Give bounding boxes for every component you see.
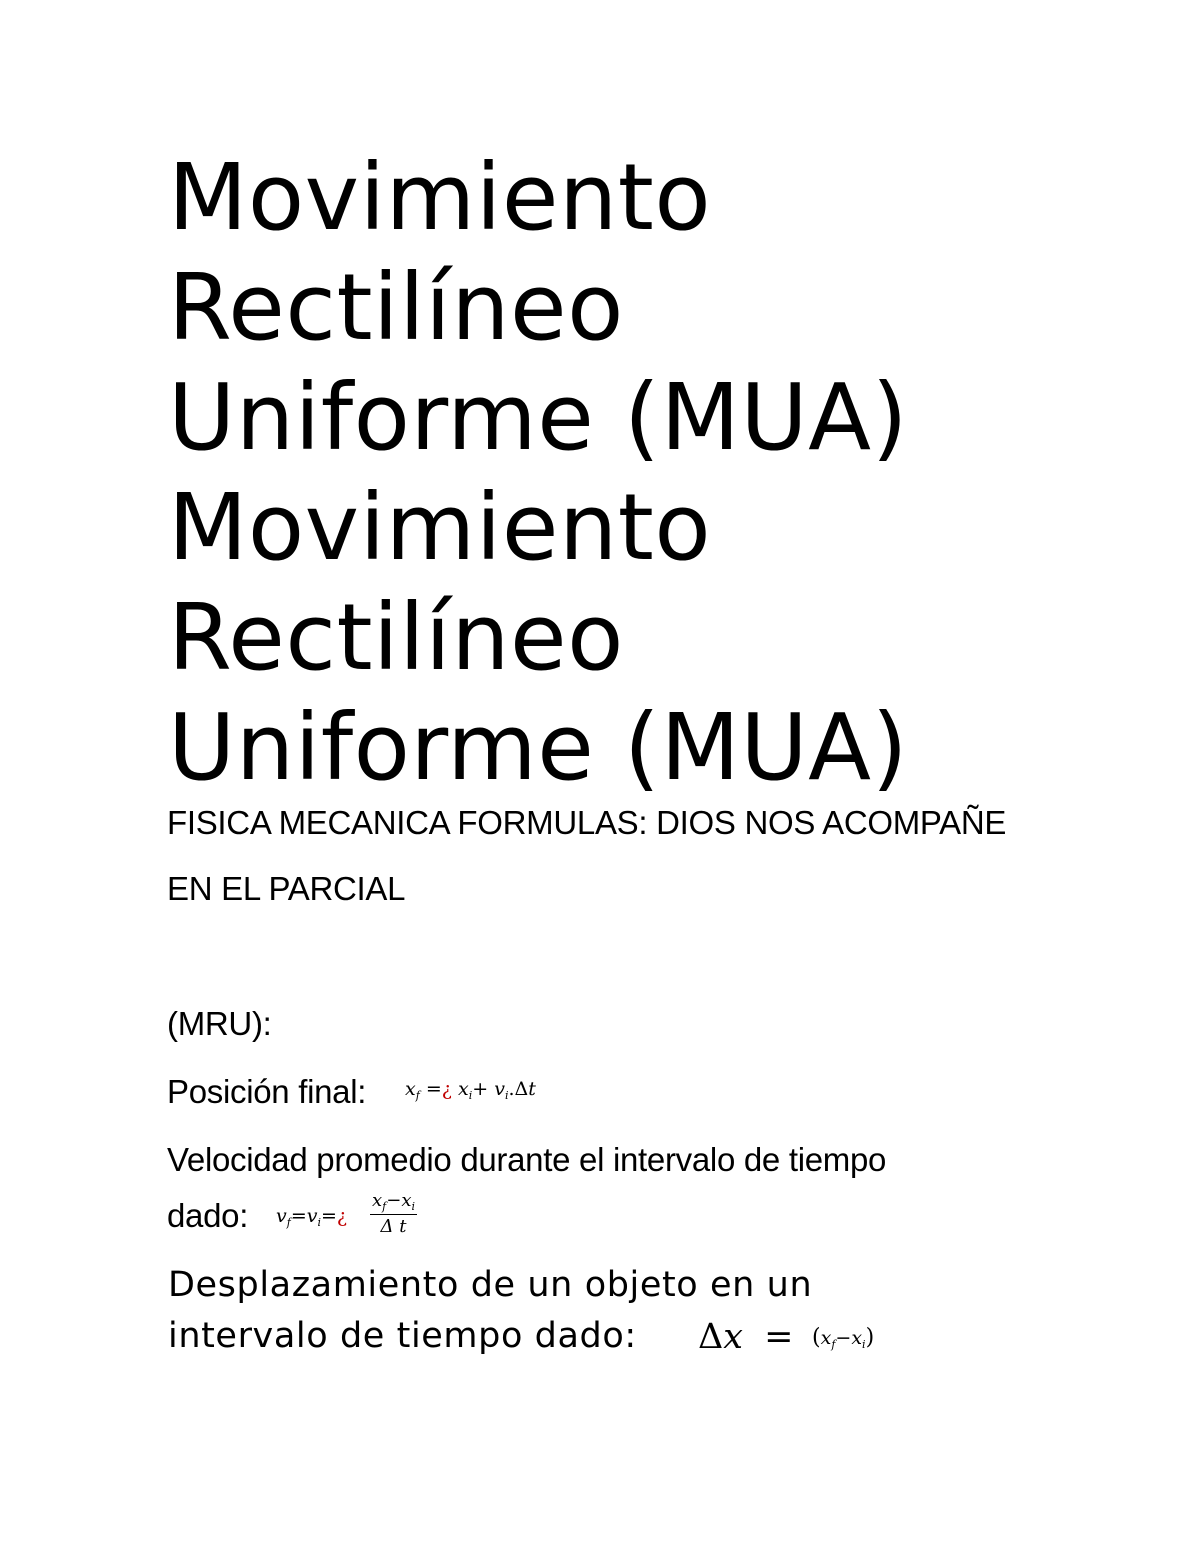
desplazamiento-line-2: intervalo de tiempo dado: bbox=[168, 1316, 637, 1356]
velocidad-label: dado: bbox=[167, 1197, 249, 1234]
title-line-2: Rectilíneo bbox=[168, 254, 624, 361]
paren-close: ) bbox=[865, 1325, 875, 1350]
var-v: v bbox=[494, 1078, 505, 1100]
posicion-final-label: Posición final: bbox=[167, 1073, 367, 1110]
paren-open: ( bbox=[812, 1325, 821, 1350]
sub-f: f bbox=[831, 1338, 836, 1351]
fraction-denominator: Δ t bbox=[380, 1216, 407, 1237]
equals-sign: = bbox=[764, 1317, 794, 1357]
velocidad-fraction bbox=[370, 1190, 417, 1237]
sub-f: f bbox=[415, 1089, 420, 1102]
section-label-mru: (MRU): bbox=[167, 1005, 272, 1042]
equals-sign: = bbox=[425, 1078, 442, 1100]
sub-i: i bbox=[504, 1089, 509, 1102]
fraction-numerator bbox=[370, 1190, 417, 1215]
var-x: x bbox=[401, 1190, 412, 1211]
sub-i: i bbox=[411, 1200, 416, 1213]
error-glyph: ¿ bbox=[336, 1205, 348, 1227]
delta-x-equation bbox=[698, 1317, 794, 1357]
minus-sign: − bbox=[386, 1190, 402, 1211]
velocidad-line-1: Velocidad promedio durante el intervalo de tiempo bbox=[167, 1141, 887, 1178]
velocidad-formula-lhs bbox=[276, 1205, 347, 1229]
title-line-1: Movimiento bbox=[168, 144, 712, 251]
subtitle-line-2: EN EL PARCIAL bbox=[167, 870, 406, 907]
sub-f: f bbox=[286, 1216, 291, 1229]
sub-i: i bbox=[317, 1216, 321, 1229]
equals-sign: = bbox=[321, 1205, 337, 1227]
title-line-4: Movimiento bbox=[168, 474, 712, 581]
sub-i: i bbox=[468, 1089, 473, 1102]
delta-symbol: Δ bbox=[698, 1317, 724, 1357]
delta-x-rhs bbox=[812, 1325, 874, 1351]
equals-sign: = bbox=[290, 1205, 307, 1227]
error-glyph: ¿ bbox=[441, 1078, 452, 1100]
var-v: v bbox=[306, 1205, 318, 1227]
var-x: x bbox=[723, 1317, 744, 1357]
var-v: v bbox=[276, 1205, 287, 1227]
var-x: x bbox=[372, 1190, 383, 1211]
title-line-5: Rectilíneo bbox=[168, 584, 624, 691]
sub-f: f bbox=[382, 1200, 387, 1213]
delta-symbol: Δ bbox=[514, 1078, 529, 1100]
var-x: x bbox=[851, 1327, 863, 1349]
subtitle-line-1: FISICA MECANICA FORMULAS: DIOS NOS ACOMPAÑE bbox=[167, 804, 1007, 841]
var-x: x bbox=[458, 1078, 469, 1100]
desplazamiento-line-1: Desplazamiento de un objeto en un bbox=[168, 1265, 813, 1305]
var-t: t bbox=[528, 1078, 536, 1100]
posicion-final-formula bbox=[405, 1078, 536, 1102]
title-line-3: Uniforme (MUA) bbox=[168, 364, 908, 471]
dot-operator: . bbox=[508, 1078, 515, 1100]
sub-i: i bbox=[862, 1338, 866, 1351]
title-line-6: Uniforme (MUA) bbox=[168, 694, 908, 801]
minus-sign: − bbox=[835, 1327, 852, 1349]
plus-sign: + bbox=[472, 1078, 489, 1100]
var-x: x bbox=[820, 1327, 832, 1349]
var-x: x bbox=[405, 1078, 416, 1100]
